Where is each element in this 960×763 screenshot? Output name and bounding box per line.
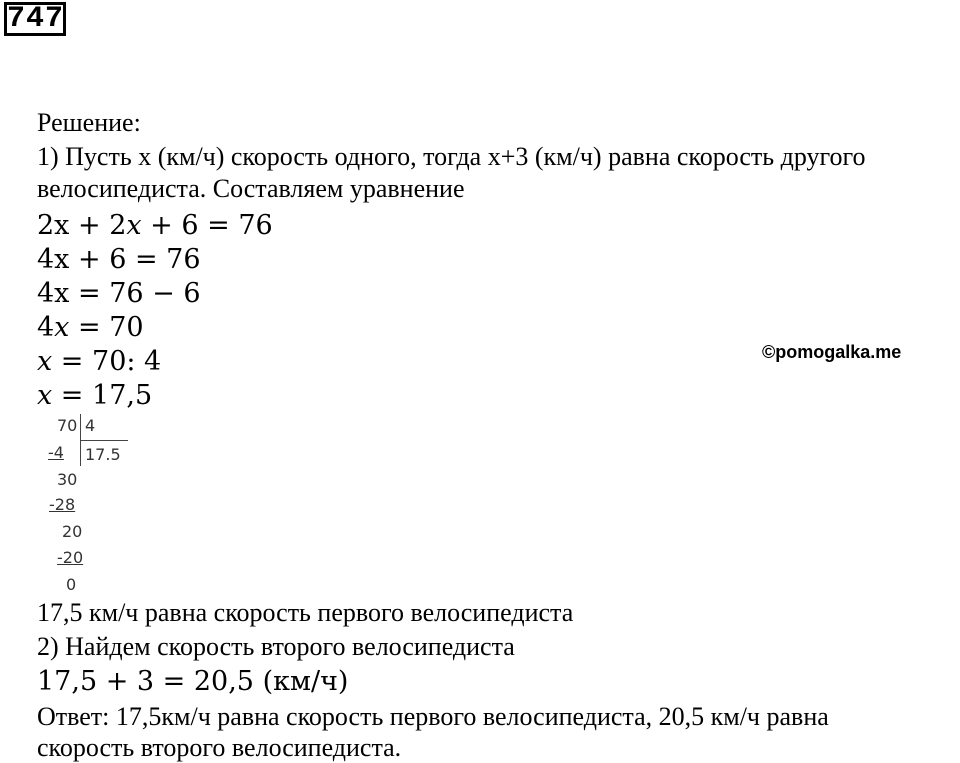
equation-5: 𝑥 = 70: 4: [37, 346, 162, 377]
answer-line1: Ответ: 17,5км/ч равна скорость первого велосипедиста, 20,5 км/ч равна: [37, 702, 829, 731]
ld-step-6: 0: [66, 575, 77, 594]
ld-step-2: 30: [57, 470, 78, 489]
step2: 2) Найдем скорость второго велосипедиста: [37, 632, 515, 661]
ld-horizontal-rule: [80, 440, 128, 441]
equation-6: 𝑥 = 17,5: [37, 380, 153, 411]
ld-quotient: 17.5: [85, 445, 121, 464]
step1-line1: 1) Пусть x (км/ч) скорость одного, тогда x+3 (км/ч) равна скорость другого: [37, 142, 866, 171]
result-1: 17,5 км/ч равна скорость первого велосипедиста: [37, 598, 574, 627]
ld-dividend: 70: [57, 416, 78, 435]
equation-4: 4𝑥 = 70: [37, 312, 144, 343]
ld-step-4: 20: [62, 522, 83, 541]
task-number: 747: [4, 2, 66, 36]
equation-2: 4x + 6 = 76: [37, 244, 201, 275]
step1-line2: велосипедиста. Составляем уравнение: [37, 174, 465, 203]
ld-step-1: -4: [48, 443, 64, 462]
equation-1: 2x + 2𝑥 + 6 = 76: [37, 210, 273, 241]
solution-heading: Решение:: [37, 108, 141, 137]
ld-divisor: 4: [85, 416, 96, 435]
ld-step-5: -20: [57, 548, 84, 567]
answer-line2: скорость второго велосипедиста.: [37, 733, 402, 762]
watermark: ©pomogalka.me: [762, 342, 902, 362]
ld-step-3: -28: [49, 495, 76, 514]
equation-3: 4x = 76 − 6: [37, 278, 201, 309]
step2-equation: 17,5 + 3 = 20,5 (км/ч): [37, 666, 349, 697]
